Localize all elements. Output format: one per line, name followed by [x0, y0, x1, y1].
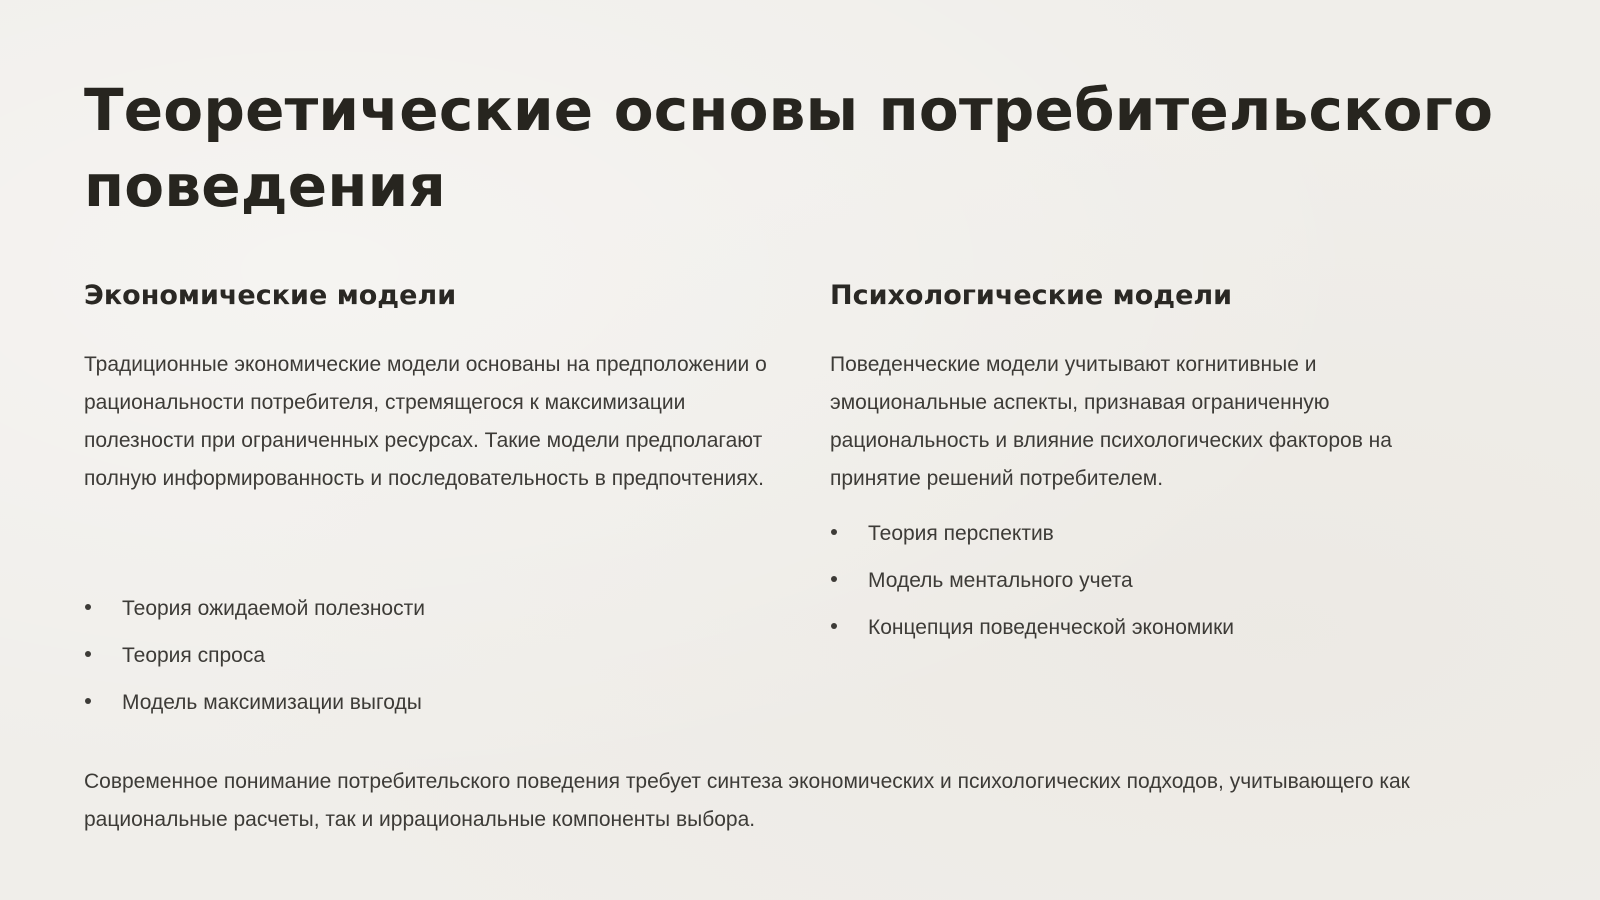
list-item-label: Теория перспектив	[868, 522, 1054, 545]
psychological-models-text: Поведенческие модели учитывают когнитивные и эмоциональные аспекты, признавая ограниченную рациональность и влияние психологических факторов на принятие решений потребителем.	[830, 353, 1392, 490]
list-item	[84, 594, 425, 641]
list-item-label: Концепция поведенческой экономики	[868, 616, 1235, 639]
list-item	[84, 641, 425, 688]
list-item	[830, 519, 1234, 566]
summary-text: Современное понимание потребительского поведения требует синтеза экономических и психологических подходов, учитывающего как рациональные расчеты, так и иррациональные компоненты выбора.	[84, 770, 1410, 831]
bullet-icon	[85, 604, 91, 610]
list-item-label: Модель максимизации выгоды	[122, 691, 422, 714]
psychological-models-list	[830, 519, 1234, 660]
list-item-label: Теория спроса	[122, 644, 266, 667]
list-item-label: Модель ментального учета	[868, 569, 1133, 592]
psychological-models-column	[830, 276, 1510, 639]
psychological-models-heading: Психологические модели	[830, 280, 1233, 311]
economic-models-text: Традиционные экономические модели основаны на предположении о рациональности потребителя, стремящегося к максимизации полезности при ограниченных ресурсах. Такие модели предполагают полную информированность и последовательность в предпочтениях.	[84, 353, 767, 490]
economic-models-heading: Экономические модели	[84, 280, 457, 311]
economic-models-list	[84, 594, 425, 735]
bullet-icon	[831, 529, 837, 535]
list-item	[830, 566, 1234, 613]
bullet-icon	[831, 623, 837, 629]
bullet-icon	[831, 576, 837, 582]
list-item-label: Теория ожидаемой полезности	[122, 597, 425, 620]
list-item	[830, 613, 1234, 660]
slide-title: Теоретические основы потребительского поведения	[84, 76, 1494, 220]
economic-models-column	[84, 276, 784, 714]
list-item	[84, 688, 425, 735]
bullet-icon	[85, 651, 91, 657]
bullet-icon	[85, 698, 91, 704]
